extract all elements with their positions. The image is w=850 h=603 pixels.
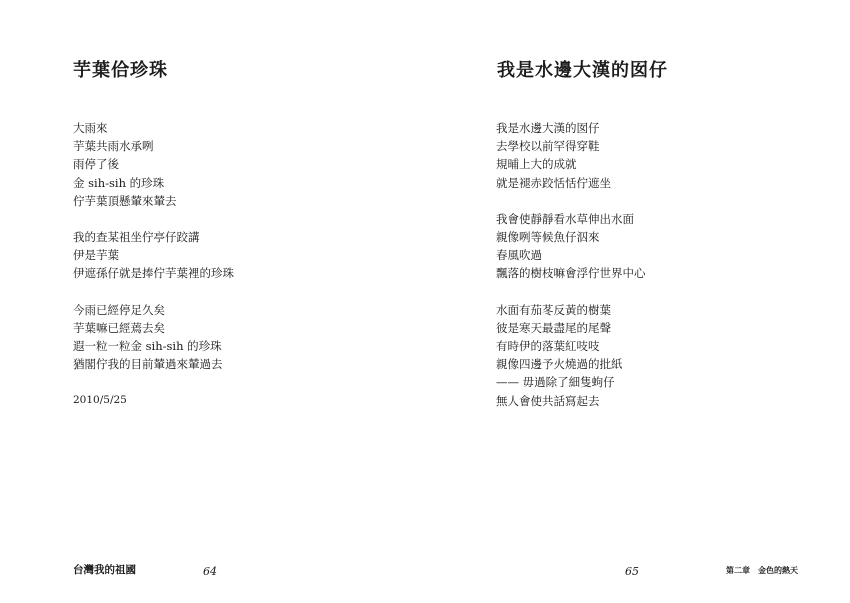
poem-line: 芋葉共雨水承咧 (73, 139, 154, 154)
page-number: 65 (625, 565, 639, 578)
stanza (496, 210, 646, 283)
poem-line: 今雨已經停足久矣 (73, 302, 165, 317)
page-number: 64 (203, 565, 217, 578)
poem-line: 猶閣佇我的目前輦過來輦過去 (73, 357, 223, 372)
stanza (73, 301, 234, 374)
poem-line: 我會使靜靜看水草伸出水面 (496, 211, 634, 226)
poem-line: 雨停了後 (73, 157, 119, 172)
book-title-footer: 台灣我的祖國 (73, 564, 136, 576)
right-page (425, 0, 850, 603)
poem-body (73, 119, 234, 410)
poem-line: 無人會使共話寫起去 (496, 393, 600, 408)
poem-line: 水面有茄苳反黃的樹葉 (496, 302, 611, 317)
stanza (73, 228, 234, 283)
poem-line: 春風吹過 (496, 248, 542, 263)
poem-line: 伊是芋葉 (73, 248, 119, 263)
poem-line: 親像咧等候魚仔泅來 (496, 230, 600, 245)
poem-line: 芋葉嘛已經蔫去矣 (73, 320, 165, 335)
stanza (73, 119, 234, 210)
poem-line: 就是褪赤跤恬恬佇遮坐 (496, 175, 611, 190)
poem-line: 伊遮孫仔就是捧佇芋葉裡的珍珠 (73, 266, 234, 281)
poem-title: 芋葉佮珍珠 (73, 60, 168, 81)
poem-line: 飄落的樹枝嘛會浮佇世界中心 (496, 266, 646, 281)
poem-line: 佇芋葉頂懸輦來輦去 (73, 193, 177, 208)
poem-body (496, 119, 646, 428)
poem-line: —— 毋過除了細隻蚼仔 (496, 375, 615, 390)
poem-date: 2010/5/25 (73, 394, 127, 407)
poem-line: 金 sih-sih 的珍珠 (73, 175, 165, 190)
stanza (496, 119, 646, 192)
poem-line: 去學校以前罕得穿鞋 (496, 139, 600, 154)
poem-line: 我的查某祖坐佇亭仔跤講 (73, 230, 200, 245)
poem-line: 大雨來 (73, 121, 108, 135)
poem-line: 彼是寒天最盡尾的尾聲 (496, 320, 611, 335)
poem-line: 我是水邊大漢的囡仔 (496, 121, 600, 135)
stanza (496, 301, 646, 410)
poem-title: 我是水邊大漢的囡仔 (497, 60, 668, 81)
poem-line: 規晡上大的成就 (496, 157, 577, 172)
poem-line: 遐一粒一粒金 sih-sih 的珍珠 (73, 339, 222, 354)
chapter-title-footer: 第二章 金色的熱天 (726, 566, 798, 575)
poem-line: 有時伊的落葉紅吱吱 (496, 339, 600, 354)
poem-line: 親像四邊予火燒過的批紙 (496, 357, 623, 372)
